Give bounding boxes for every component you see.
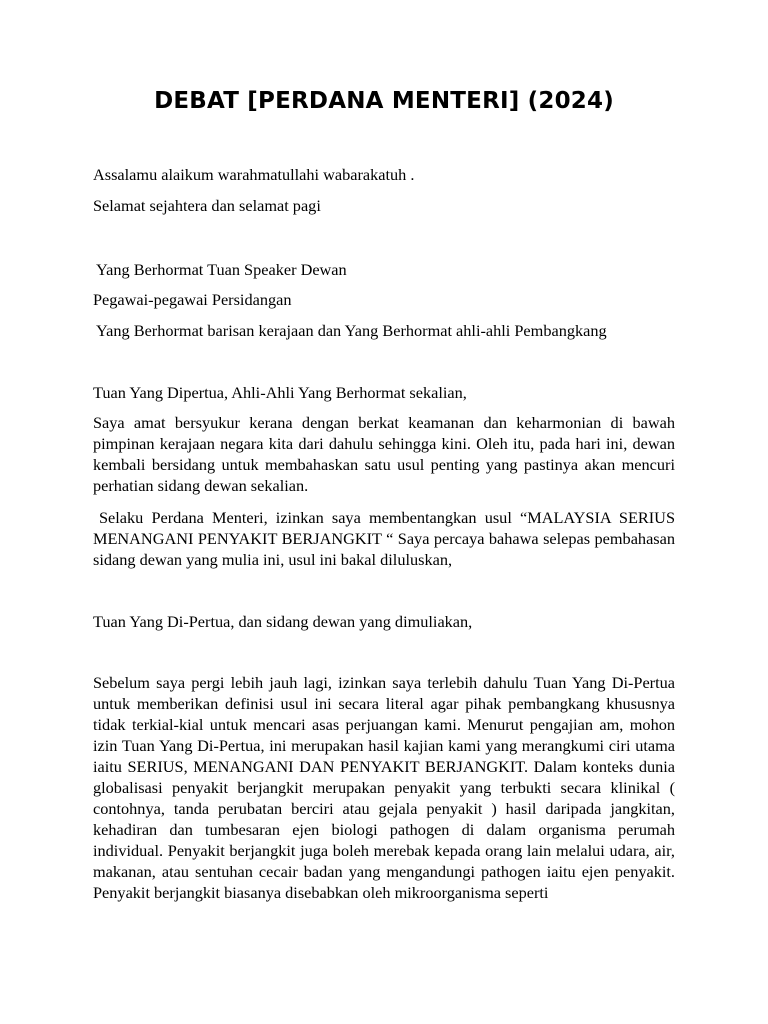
paragraph-motion: Selaku Perdana Menteri, izinkan saya membentangkan usul “MALAYSIA SERIUS MENANGANI PENYAKIT BERJANGKIT “ Saya percaya bahawa selepas pembahasan sidang dewan yang mulia ini, usul ini bakal diluluskan,: [93, 508, 675, 569]
address-officers: Pegawai-pegawai Persidangan: [93, 290, 292, 309]
address-chair: Tuan Yang Dipertua, Ahli-Ahli Yang Berhormat sekalian,: [93, 383, 467, 402]
greeting-salam: Assalamu alaikum warahmatullahi wabarakatuh .: [93, 165, 415, 184]
paragraph-definition: Sebelum saya pergi lebih jauh lagi, izinkan saya terlebih dahulu Tuan Yang Di-Pertua untuk memberikan definisi usul ini secara literal agar pihak pembangkang khususnya tidak terkial-kial untuk mencari asas perjuangan kami. Menurut pengajian am, mohon izin Tuan Yang Di-Pertua, ini merupakan hasil kajian kami yang merangkumi ciri utama iaitu SERIUS, MENANGANI DAN PENYAKIT BERJANGKIT. Dalam konteks dunia globalisasi penyakit berjangkit merupakan penyakit yang terbukti secara klinikal ( contohnya, tanda perubatan berciri atau gejala penyakit ) hasil daripada jangkitan, kehadiran dan tumbesaran ejen biologi pathogen di dalam organisma perumah individual. Penyakit berjangkit juga boleh merebak kepada orang lain melalui udara, air, makanan, atau sentuhan cecair badan yang mengandungi pathogen iaitu ejen penyakit. Penyakit berjangkit biasanya disebabkan oleh mikroorganisma seperti: [93, 673, 675, 902]
document-title: DEBAT [PERDANA MENTERI] (2024): [154, 88, 614, 114]
greeting-morning: Selamat sejahtera dan selamat pagi: [93, 196, 321, 215]
paragraph-gratitude: Saya amat bersyukur kerana dengan berkat keamanan dan keharmonian di bawah pimpinan kerajaan negara kita dari dahulu sehingga kini. Oleh itu, pada hari ini, dewan kembali bersidang untuk membahaskan satu usul penting yang pastinya akan mencuri perhatian sidang dewan sekalian.: [93, 413, 675, 495]
address-speaker: Yang Berhormat Tuan Speaker Dewan: [96, 260, 347, 279]
address-chair-2: Tuan Yang Di-Pertua, dan sidang dewan yang dimuliakan,: [93, 612, 473, 631]
address-members: Yang Berhormat barisan kerajaan dan Yang Berhormat ahli-ahli Pembangkang: [96, 321, 607, 340]
